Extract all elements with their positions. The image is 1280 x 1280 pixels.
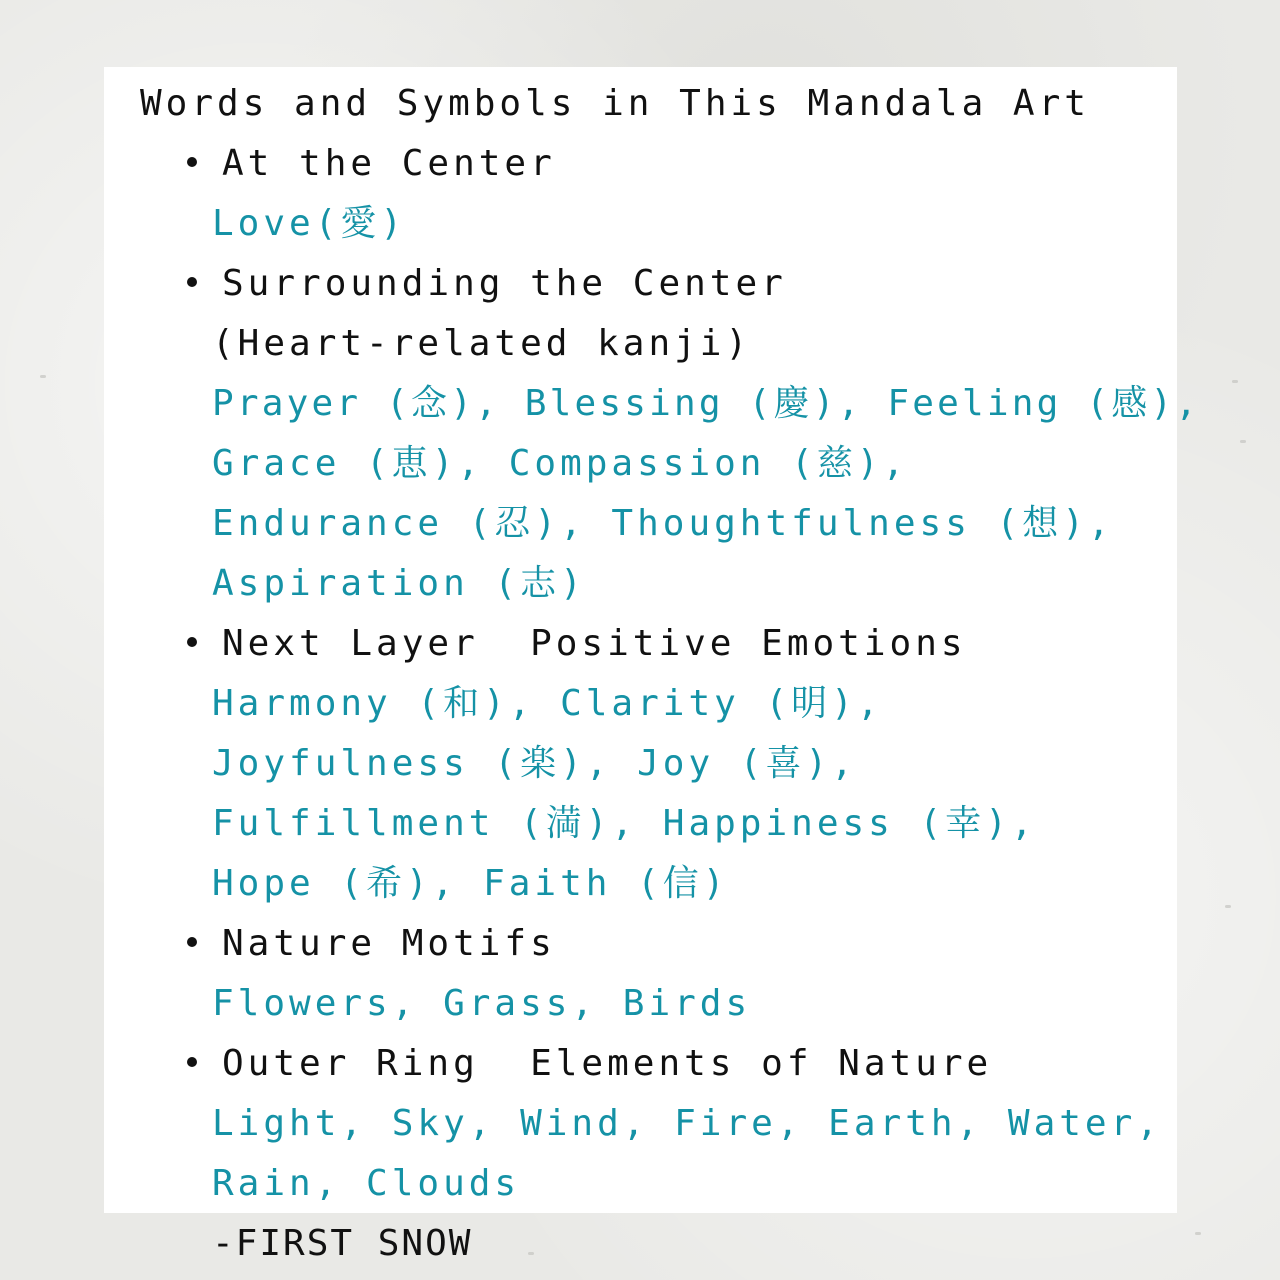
section-heading: At the Center [222,143,556,184]
section-subheading: (Heart-related kanji) [212,323,752,364]
section-item-line: Love(愛) [212,203,407,244]
section-item-line: Joyfulness (楽), Joy (喜), [212,743,857,784]
section-item-line: Harmony (和), Clarity (明), [212,683,883,724]
section-item-line: Endurance (忍), Thoughtfulness (想), [212,503,1114,544]
section-item-line: Aspiration (志) [212,563,586,604]
bullet-icon [187,277,197,287]
signature: -FIRST SNOW [212,1223,473,1264]
section-item-line: Prayer (念), Blessing (慶), Feeling (感), [212,383,1201,424]
section-item-line: Fulfillment (満), Happiness (幸), [212,803,1037,844]
section-item-line: Flowers, Grass, Birds [212,983,752,1024]
section-item-line: Light, Sky, Wind, Fire, Earth, Water, [212,1103,1162,1144]
section-item-line: Grace (恵), Compassion (慈), [212,443,909,484]
bullet-icon [187,1057,197,1067]
bullet-icon [187,937,197,947]
page-title: Words and Symbols in This Mandala Art [140,83,1090,124]
section-item-line: Rain, Clouds [212,1163,521,1204]
section-heading: Surrounding the Center [222,263,787,304]
section-heading: Outer Ring Elements of Nature [222,1043,993,1084]
section-item-line: Hope (希), Faith (信) [212,863,729,904]
section-heading: Nature Motifs [222,923,556,964]
bullet-icon [187,157,197,167]
section-heading: Next Layer Positive Emotions [222,623,967,664]
bullet-icon [187,637,197,647]
